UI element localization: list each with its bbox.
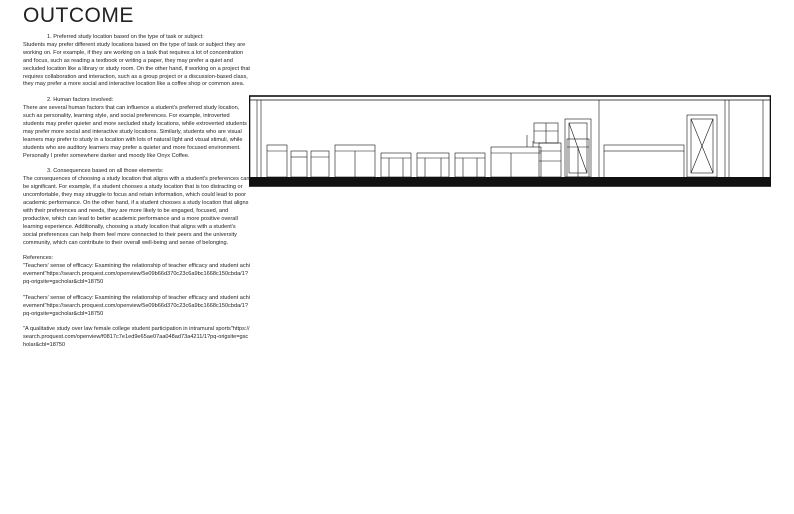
desk <box>267 145 287 177</box>
section-heading: 3. Consequences based on all those elements: <box>47 168 164 175</box>
text-column <box>23 34 251 358</box>
section-body: Students may prefer different study locations based on the type of task or subject they are working on. For example, if they are working on a task that requires a lot of concentration and focus, such as reading a textbook or writing a paper, they may prefer a quiet and secluded location like a library or study room. On the other hand, if working on a project that requires collaboration and interaction, such as a group project or a discussion-based class, they may prefer a more social and interactive location like a coffee shop or common area. <box>23 41 250 88</box>
page-title: OUTCOME <box>23 4 134 27</box>
section-body: The consequences of choosing a study location that aligns with a student's preferences can be significant. For example, if a student chooses a study location that is too distracting or uncomfortable, they may struggle to focus and retain information, which could lead to poor academic performance. On the other hand, if a student chooses a study location that aligns with their preferences and needs, they are more likely to be engaged, focused, and productive, which can lead to better academic performance and a more positive overall learning experience. Additionally, choosing a study location that aligns with a student's social preferences can help them feel more connected to their peers and the university community, which can contribute to their overall well-being and sense of belonging. <box>23 176 250 246</box>
section-heading: 2. Human factors involved: <box>47 97 114 104</box>
section-drawing <box>249 95 771 187</box>
references-label: References: <box>23 255 54 262</box>
references <box>23 255 251 350</box>
section-3 <box>23 168 251 247</box>
reference-item: "Teachers' sense of efficacy: Examining the relationship of teacher efficacy and student achievement"https://search.proquest.com/openview/5e09b66d370c23c6a9bc1668c150cbda/1?pq-origsite=gscholar&cbl=18750 <box>23 263 251 286</box>
desk <box>311 151 329 177</box>
table <box>455 153 485 177</box>
section-2 <box>23 97 251 160</box>
table <box>381 153 411 177</box>
frame <box>250 96 771 186</box>
desk <box>291 151 307 177</box>
bar-unit <box>491 147 541 177</box>
floor-slab <box>250 177 770 186</box>
section-body: There are several human factors that can influence a student's preferred study location, such as personality, learning style, and social preferences. For example, introverted students may prefer quieter and more secluded study locations, while extroverted students may prefer more social and interactive study locations. Similarly, students who are visual learners may prefer to study in a location with lots of natural light and visual stimuli, while students who are auditory learners may prefer a quieter and more focused environment. Personally I prefer somewhere darker and moody like Onyx Coffee. <box>23 105 247 159</box>
section-1 <box>23 34 251 89</box>
table <box>417 153 449 177</box>
section-heading: 1. Preferred study location based on the type of task or subject: <box>47 34 204 40</box>
reference-item: "A qualitative study over law female college student participation in intramural sports"https://search.proquest.com/openview/f0817c7e1ed9e65ae07aa048ad73a4211/1?pq-origsite=gscholar&cbl=18750 <box>23 326 250 349</box>
counter <box>604 145 684 151</box>
reference-item: "Teachers' sense of efficacy: Examining the relationship of teacher efficacy and student achievement"https://search.proquest.com/openview/5e09b66d370c23c6a9bc1668c150cbda/1?pq-origsite=gscholar&cbl=18750 <box>23 294 251 317</box>
shelving-unit <box>539 143 561 177</box>
